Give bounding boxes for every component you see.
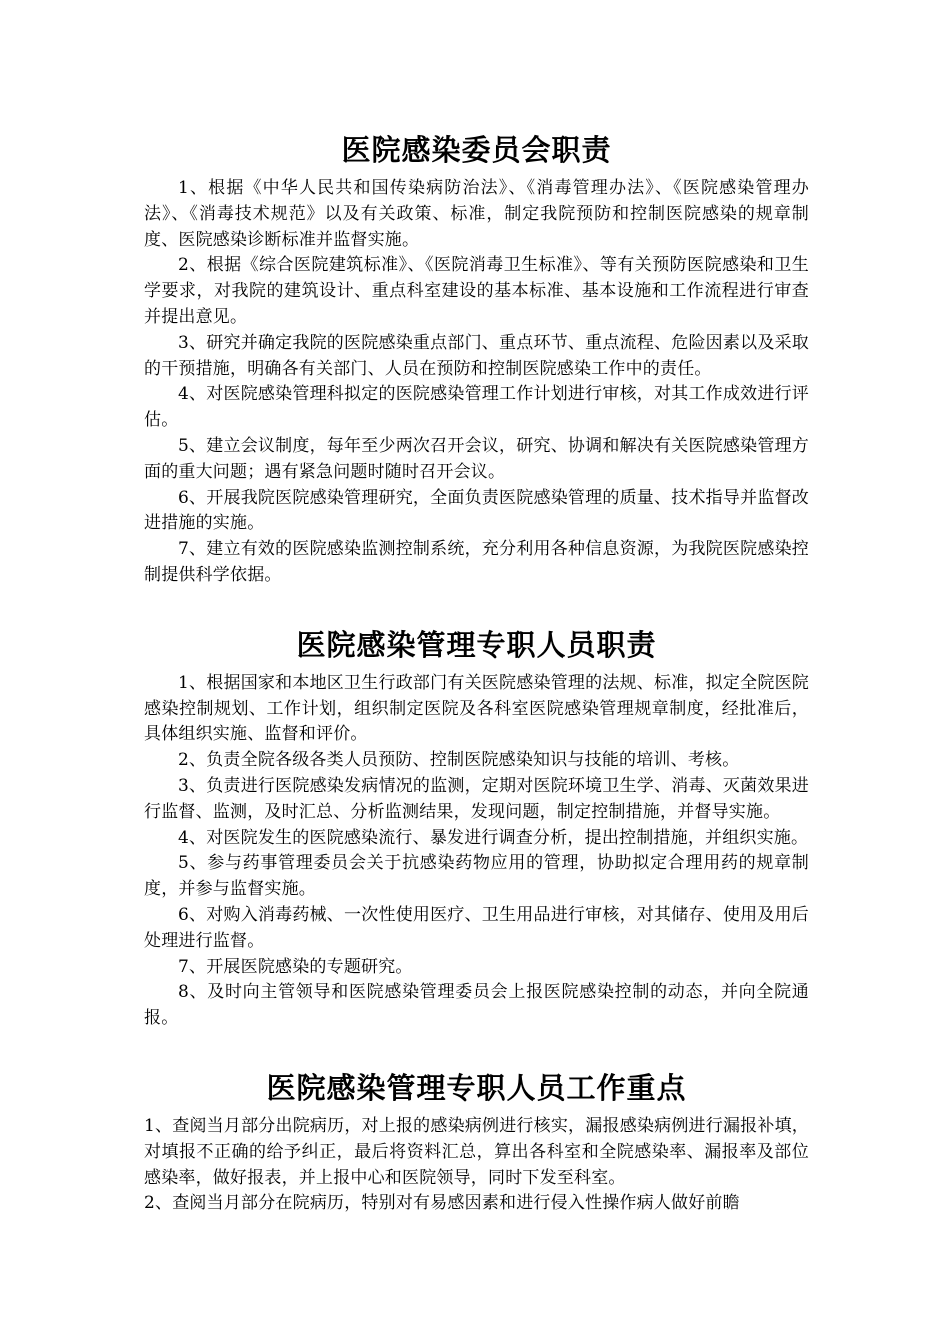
- paragraph: 4、对医院发生的医院感染流行、暴发进行调查分析，提出控制措施，并组织实施。: [178, 827, 809, 848]
- paragraph: 2、根据《综合医院建筑标准》、《医院消毒卫生标准》、等有关预防医院感染和卫生学要求，对我院的建筑设计、重点科室建设的基本标准、基本设施和工作流程进行审查并提出意见。: [144, 255, 809, 327]
- section-committee-duties: [144, 176, 809, 589]
- paragraph: 1、查阅当月部分出院病历，对上报的感染病例进行核实，漏报感染病例进行漏报补填，对填报不正确的给予纠正，最后将资料汇总，算出各科室和全院感染率、漏报率及部位感染率，做好报表，并上报中心和医院领导，同时下发至科室。: [144, 1115, 809, 1188]
- paragraph: 8、及时向主管领导和医院感染管理委员会上报医院感染控制的动态，并向全院通报。: [144, 982, 809, 1029]
- section-staff-work-focus: [144, 1114, 809, 1217]
- paragraph: 1、根据《中华人民共和国传染病防治法》、《消毒管理办法》、《医院感染管理办法》、《消毒技术规范》以及有关政策、标准，制定我院预防和控制医院感染的规章制度、医院感染诊断标准并监督实施。: [144, 178, 809, 250]
- section-staff-duties: [144, 671, 809, 1032]
- paragraph: 7、建立有效的医院感染监测控制系统，充分利用各种信息资源，为我院医院感染控制提供科学依据。: [144, 539, 809, 585]
- paragraph: 2、负责全院各级各类人员预防、控制医院感染知识与技能的培训、考核。: [178, 750, 740, 771]
- section-title-staff-work-focus: 医院感染管理专职人员工作重点: [266, 1070, 687, 1105]
- paragraph: 2、查阅当月部分在院病历，特别对有易感因素和进行侵入性操作病人做好前瞻: [144, 1193, 740, 1214]
- paragraph: 5、建立会议制度，每年至少两次召开会议，研究、协调和解决有关医院感染管理方面的重大问题；遇有紧急问题时随时召开会议。: [144, 435, 809, 482]
- paragraph: 1、根据国家和本地区卫生行政部门有关医院感染管理的法规、标准，拟定全院医院感染控制规划、工作计划，组织制定医院及各科室医院感染管理规章制度，经批准后，具体组织实施、监督和评价。: [144, 672, 809, 745]
- paragraph: 3、负责进行医院感染发病情况的监测，定期对医院环境卫生学、消毒、灭菌效果进行监督、监测，及时汇总、分析监测结果，发现问题，制定控制措施，并督导实施。: [144, 775, 809, 822]
- paragraph: 5、参与药事管理委员会关于抗感染药物应用的管理，协助拟定合理用药的规章制度，并参与监督实施。: [144, 853, 809, 900]
- paragraph: 6、对购入消毒药械、一次性使用医疗、卫生用品进行审核，对其储存、使用及用后处理进行监督。: [144, 904, 809, 951]
- paragraph: 4、对医院感染管理科拟定的医院感染管理工作计划进行审核，对其工作成效进行评估。: [144, 384, 809, 431]
- paragraph: 7、开展医院感染的专题研究。: [178, 956, 413, 977]
- paragraph: 3、研究并确定我院的医院感染重点部门、重点环节、重点流程、危险因素以及采取的干预措施，明确各有关部门、人员在预防和控制医院感染工作中的责任。: [144, 332, 809, 379]
- section-title-staff-duties: 医院感染管理专职人员职责: [296, 627, 657, 662]
- section-title-committee-duties: 医院感染委员会职责: [341, 133, 612, 167]
- paragraph: 6、开展我院医院感染管理研究，全面负责医院感染管理的质量、技术指导并监督改进措施的实施。: [144, 487, 809, 534]
- document-page: [144, 0, 809, 1217]
